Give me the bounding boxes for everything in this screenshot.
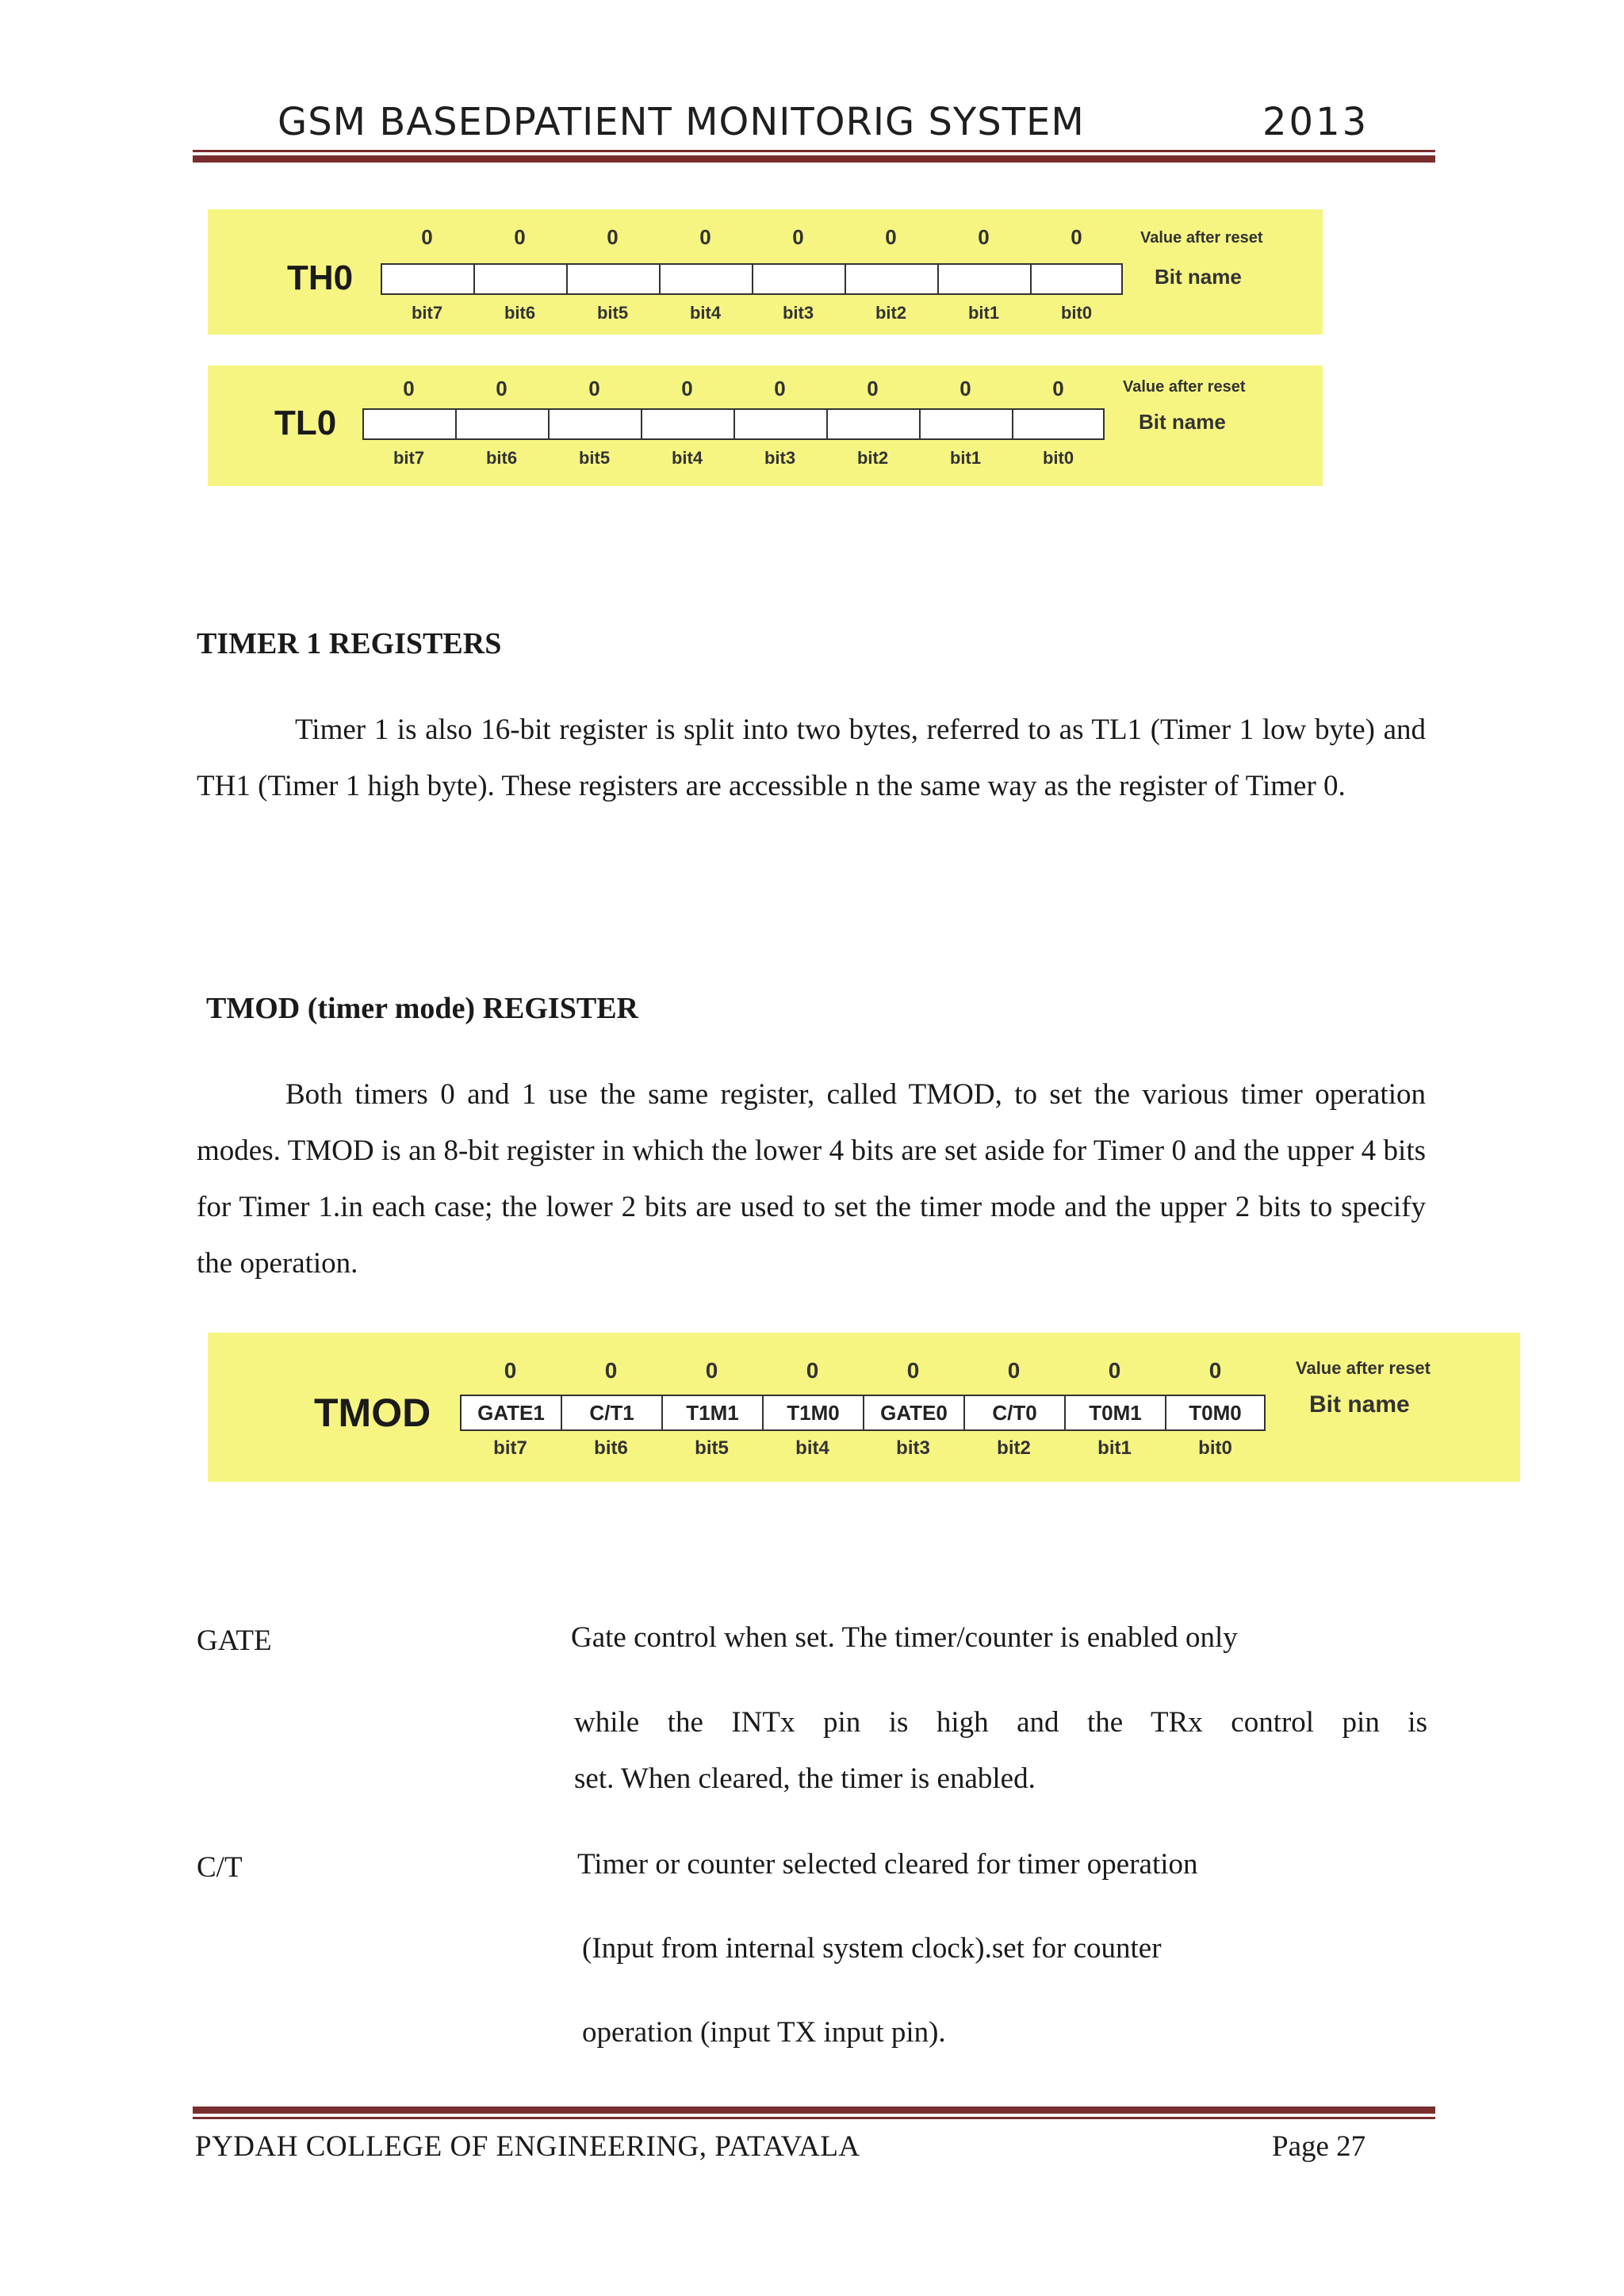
footer-page-number: Page 27 xyxy=(1272,2130,1366,2163)
th0-bit-cell xyxy=(937,263,1030,295)
tl0-value: 0 xyxy=(681,377,693,400)
tl0-value: 0 xyxy=(774,377,786,400)
tmod-bit-cell: T0M0 xyxy=(1165,1395,1266,1431)
tl0-value: 0 xyxy=(959,377,971,400)
tl0-bit-label: bit6 xyxy=(485,448,518,468)
tmod-bit-cells xyxy=(460,1395,1266,1431)
tl0-bit-cells xyxy=(362,408,1105,440)
th0-bit-label: bit2 xyxy=(875,303,907,323)
definition-ct-line2: (Input from internal system clock).set for counter xyxy=(582,1932,1162,1965)
tmod-bit-cell: T1M0 xyxy=(762,1395,863,1431)
tl0-bit-cell xyxy=(362,408,455,440)
definition-gate-line3: set. When cleared, the timer is enabled. xyxy=(574,1762,1036,1795)
definition-ct-line1: Timer or counter selected cleared for timer operation xyxy=(577,1848,1198,1881)
tl0-bit-label: bit1 xyxy=(949,448,982,468)
tmod-bit-label: bit5 xyxy=(695,1437,729,1459)
header-rule-thick xyxy=(193,155,1435,163)
th0-bitname-label: Bit name xyxy=(1155,265,1242,289)
tl0-value: 0 xyxy=(1052,377,1064,400)
tmod-value: 0 xyxy=(705,1358,718,1383)
tmod-value: 0 xyxy=(1108,1358,1121,1383)
tl0-bitname-label: Bit name xyxy=(1139,410,1226,434)
tmod-bit-label: bit2 xyxy=(997,1437,1031,1459)
tmod-bit-label: bit4 xyxy=(795,1437,829,1459)
th0-bit-cell xyxy=(845,263,937,295)
th0-bit-cell xyxy=(659,263,752,295)
tmod-paragraph: Both timers 0 and 1 use the same register, called TMOD, to set the various timer operation modes. TMOD is an 8-bit register in which the lower 4 bits are set aside for Timer 0 and the upper 4 bits for Timer 1.in each case; the lower 2 bits are used to set the timer mode and the upper 2 bits to specify the operation. xyxy=(197,1078,1426,1280)
th0-value: 0 xyxy=(514,225,526,249)
tl0-bit-cell xyxy=(733,408,826,440)
th0-bit-label: bit7 xyxy=(411,303,443,323)
th0-register-diagram xyxy=(208,209,1323,335)
th0-value: 0 xyxy=(978,225,990,249)
th0-register-name: TH0 xyxy=(287,258,354,297)
tmod-bit-cell: GATE1 xyxy=(460,1395,561,1431)
tl0-bit-cell xyxy=(641,408,733,440)
tl0-reset-values xyxy=(362,377,1105,401)
th0-bit-labels xyxy=(381,303,1123,323)
th0-bit-cell xyxy=(381,263,473,295)
th0-value: 0 xyxy=(1071,225,1082,249)
header-year: 2013 xyxy=(1262,100,1369,144)
th0-value: 0 xyxy=(607,225,619,249)
tl0-bit-label: bit3 xyxy=(764,448,796,468)
tl0-bit-label: bit2 xyxy=(856,448,889,468)
tmod-value: 0 xyxy=(906,1358,920,1383)
tmod-value: 0 xyxy=(604,1358,618,1383)
header-title: GSM BASEDPATIENT MONITORIG SYSTEM xyxy=(278,100,1085,144)
tmod-bitname-label: Bit name xyxy=(1309,1391,1410,1418)
th0-bit-cell xyxy=(473,263,566,295)
definition-ct-line3: operation (input TX input pin). xyxy=(582,2016,946,2049)
tmod-reset-label: Value after reset xyxy=(1296,1358,1431,1378)
tl0-bit-cell xyxy=(455,408,548,440)
th0-bit-label: bit4 xyxy=(689,303,722,323)
tl0-bit-label: bit0 xyxy=(1042,448,1074,468)
timer1-heading: TIMER 1 REGISTERS xyxy=(197,627,502,660)
th0-reset-label: Value after reset xyxy=(1140,229,1263,247)
th0-bit-label: bit1 xyxy=(967,303,1000,323)
tmod-register-name: TMOD xyxy=(314,1391,431,1435)
tl0-bit-cell xyxy=(548,408,641,440)
tmod-bit-cell: C/T0 xyxy=(963,1395,1064,1431)
th0-bit-cell xyxy=(752,263,845,295)
th0-bit-cell xyxy=(566,263,659,295)
th0-value: 0 xyxy=(699,225,711,249)
tl0-bit-label: bit5 xyxy=(578,448,611,468)
definition-term-gate: GATE xyxy=(197,1624,272,1657)
th0-bit-cell xyxy=(1030,263,1123,295)
tl0-bit-cell xyxy=(826,408,919,440)
th0-bit-label: bit0 xyxy=(1060,303,1093,323)
tl0-bit-label: bit7 xyxy=(393,448,425,468)
tmod-heading: TMOD (timer mode) REGISTER xyxy=(206,992,638,1025)
tmod-bit-label: bit6 xyxy=(594,1437,628,1459)
th0-value: 0 xyxy=(885,225,897,249)
th0-bit-label: bit3 xyxy=(782,303,814,323)
tl0-value: 0 xyxy=(588,377,600,400)
tmod-value: 0 xyxy=(806,1358,819,1383)
th0-value: 0 xyxy=(421,225,433,249)
tl0-bit-cell xyxy=(1012,408,1105,440)
footer-rule-thin xyxy=(193,2117,1435,2119)
tmod-register-diagram xyxy=(208,1333,1520,1482)
footer-college: PYDAH COLLEGE OF ENGINEERING, PATAVALA xyxy=(195,2130,860,2163)
tl0-bit-labels xyxy=(362,448,1105,469)
tl0-register-name: TL0 xyxy=(274,404,337,442)
definition-gate-line2: while the INTx pin is high and the TRx control pin is xyxy=(574,1706,1427,1739)
th0-bit-label: bit6 xyxy=(504,303,536,323)
tl0-register-diagram xyxy=(208,365,1323,486)
tmod-bit-label: bit0 xyxy=(1198,1437,1232,1459)
footer-rule-thick xyxy=(193,2107,1435,2114)
tl0-bit-cell xyxy=(919,408,1012,440)
tmod-bit-cell: T1M1 xyxy=(661,1395,762,1431)
tmod-value: 0 xyxy=(1007,1358,1021,1383)
tmod-bit-labels xyxy=(460,1437,1266,1460)
tmod-value: 0 xyxy=(1208,1358,1222,1383)
th0-bit-cells xyxy=(381,263,1123,295)
tmod-bit-cell: GATE0 xyxy=(863,1395,963,1431)
tmod-bit-label: bit1 xyxy=(1097,1437,1132,1459)
tmod-bit-cell: T0M1 xyxy=(1064,1395,1165,1431)
th0-value: 0 xyxy=(792,225,804,249)
tl0-value: 0 xyxy=(867,377,879,400)
timer1-paragraph: Timer 1 is also 16-bit register is split into two bytes, referred to as TL1 (Timer 1 low byte) and TH1 (Timer 1 high byte). These registers are accessible n the same way as the register of Timer 0. xyxy=(197,714,1426,802)
tmod-reset-values xyxy=(460,1358,1266,1383)
tmod-bit-label: bit3 xyxy=(896,1437,930,1459)
tmod-bit-label: bit7 xyxy=(493,1437,527,1459)
th0-reset-values xyxy=(381,225,1123,250)
tl0-bit-label: bit4 xyxy=(671,448,703,468)
definition-gate-line1: Gate control when set. The timer/counter is enabled only xyxy=(571,1621,1238,1654)
header-rule-thin xyxy=(193,150,1435,152)
tl0-value: 0 xyxy=(496,377,508,400)
tmod-value: 0 xyxy=(504,1358,517,1383)
tl0-value: 0 xyxy=(403,377,415,400)
definition-term-ct: C/T xyxy=(197,1851,243,1884)
tl0-reset-label: Value after reset xyxy=(1123,378,1246,396)
tmod-bit-cell: C/T1 xyxy=(561,1395,661,1431)
th0-bit-label: bit5 xyxy=(596,303,629,323)
